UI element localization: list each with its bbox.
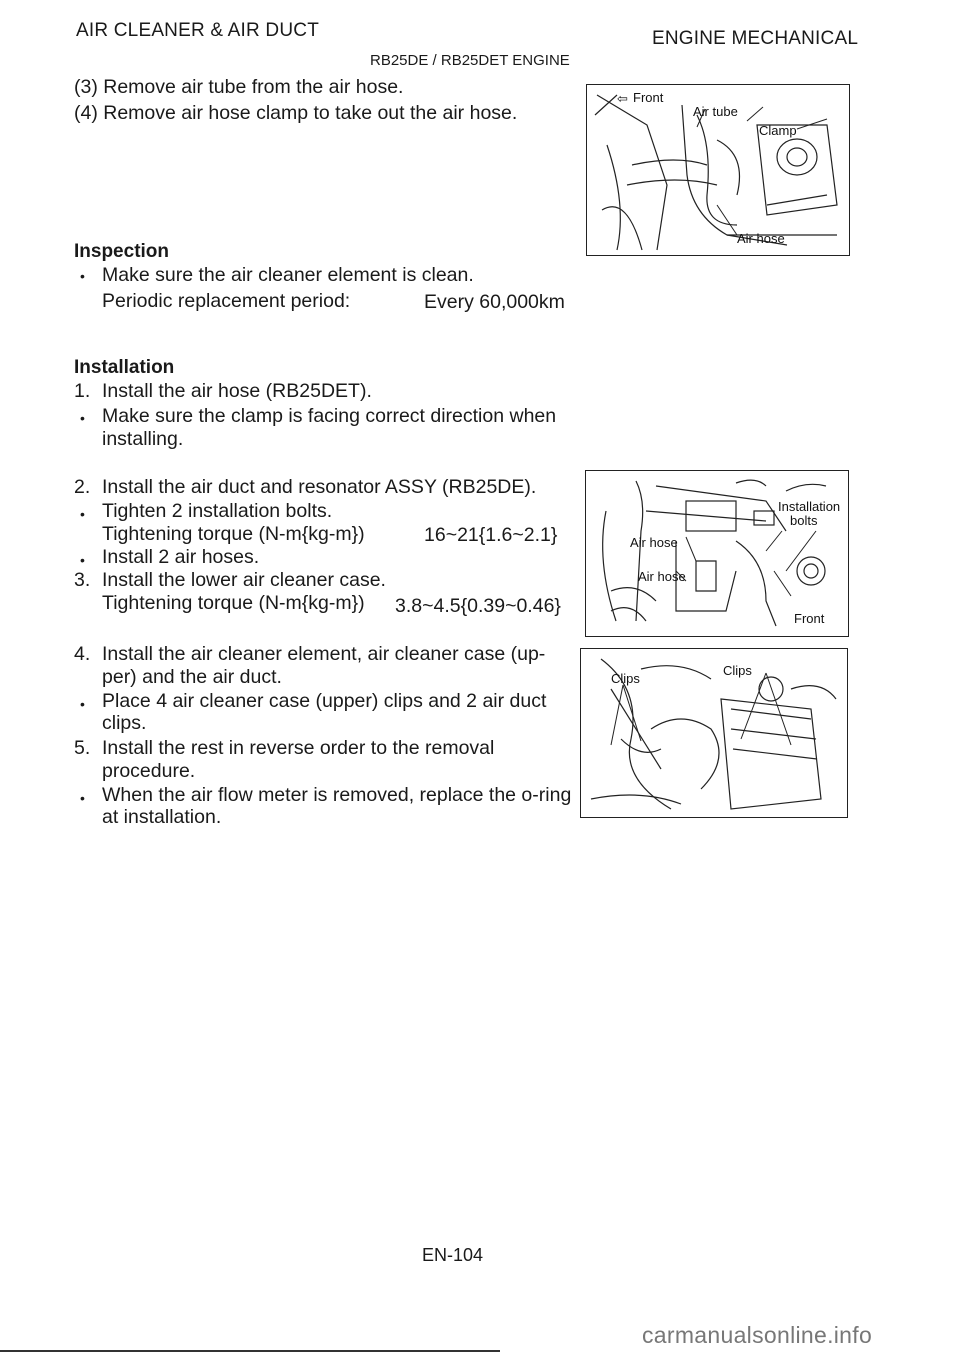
footer-rule	[0, 1350, 500, 1352]
bullet: •	[80, 410, 85, 426]
installation-step-1: Install the air hose (RB25DET).	[102, 380, 372, 402]
removal-step-4: (4) Remove air hose clamp to take out the air hose.	[74, 102, 518, 124]
bullet: •	[80, 506, 85, 522]
removal-step-3: (3) Remove air tube from the air hose.	[74, 76, 404, 98]
watermark: carmanualsonline.info	[642, 1322, 873, 1348]
replacement-period-value: Every 60,000km	[424, 291, 565, 313]
inspection-heading: Inspection	[74, 241, 170, 262]
step-number: 1.	[74, 380, 91, 402]
installation-step-3: Install the lower air cleaner case.	[102, 569, 386, 591]
figure-label-front: Front	[794, 611, 825, 626]
figure-label-air-hose-lower: Air hose	[638, 569, 686, 584]
front-arrow-icon: ⇦	[617, 91, 628, 106]
step-number: 4.	[74, 643, 91, 665]
figure-label-front: Front	[633, 90, 664, 105]
installation-step-5: Install the rest in reverse order to the removal	[102, 737, 495, 759]
figure-label-air-hose: Air hose	[737, 231, 785, 246]
inspection-item-clean: Make sure the air cleaner element is clean.	[102, 264, 474, 286]
air-duct-installation-drawing	[586, 471, 848, 636]
air-hose-removal-drawing	[587, 85, 849, 255]
tighten-bolts-note: Tighten 2 installation bolts.	[102, 500, 333, 522]
air-cleaner-clips-drawing	[581, 649, 847, 817]
clips-note-cont: clips.	[102, 712, 147, 734]
bullet: •	[80, 552, 85, 568]
step-number: 3.	[74, 569, 91, 591]
installation-step-4-cont: per) and the air duct.	[102, 666, 282, 688]
torque-value-2: 3.8~4.5{0.39~0.46}	[395, 595, 561, 617]
o-ring-note-cont: at installation.	[102, 806, 222, 828]
installation-step-4: Install the air cleaner element, air cleaner case (up-	[102, 643, 546, 665]
torque-value-1: 16~21{1.6~2.1}	[424, 524, 558, 546]
replacement-period-label: Periodic replacement period:	[102, 290, 351, 312]
air-duct-installation-figure	[585, 470, 849, 637]
torque-label-2: Tightening torque (N-m{kg-m})	[102, 592, 365, 614]
figure-label-air-tube: Air tube	[693, 104, 738, 119]
installation-step-5-cont: procedure.	[102, 760, 196, 782]
figure-label-clamp: Clamp	[759, 123, 797, 138]
step-number: 5.	[74, 737, 91, 759]
clips-note: Place 4 air cleaner case (upper) clips and 2 air duct	[102, 690, 547, 712]
installation-heading: Installation	[74, 357, 175, 378]
install-air-hoses-note: Install 2 air hoses.	[102, 546, 260, 568]
step-number: 2.	[74, 476, 91, 498]
header-engine-subtitle: RB25DE / RB25DET ENGINE	[370, 52, 570, 69]
air-hose-removal-figure	[586, 84, 850, 256]
bullet: •	[80, 790, 85, 806]
bullet: •	[80, 268, 85, 284]
figure-label-installation: Installation	[778, 499, 841, 514]
figure-label-clips-case: Clips	[723, 663, 752, 678]
header-section-title: AIR CLEANER & AIR DUCT	[76, 20, 320, 41]
figure-label-bolts: bolts	[790, 513, 818, 528]
header-chapter-title: ENGINE MECHANICAL	[652, 28, 859, 49]
bullet: •	[80, 696, 85, 712]
clamp-direction-note: Make sure the clamp is facing correct direction when	[102, 405, 557, 427]
clamp-direction-note-cont: installing.	[102, 428, 184, 450]
air-cleaner-clips-figure	[580, 648, 848, 818]
figure-label-clips-duct: Clips	[611, 671, 640, 686]
torque-label-1: Tightening torque (N-m{kg-m})	[102, 523, 365, 545]
installation-step-2: Install the air duct and resonator ASSY (RB25DE).	[102, 476, 537, 498]
o-ring-note: When the air flow meter is removed, replace the o-ring	[102, 784, 572, 806]
page-number: EN-104	[422, 1245, 484, 1265]
figure-label-air-hose-upper: Air hose	[630, 535, 678, 550]
